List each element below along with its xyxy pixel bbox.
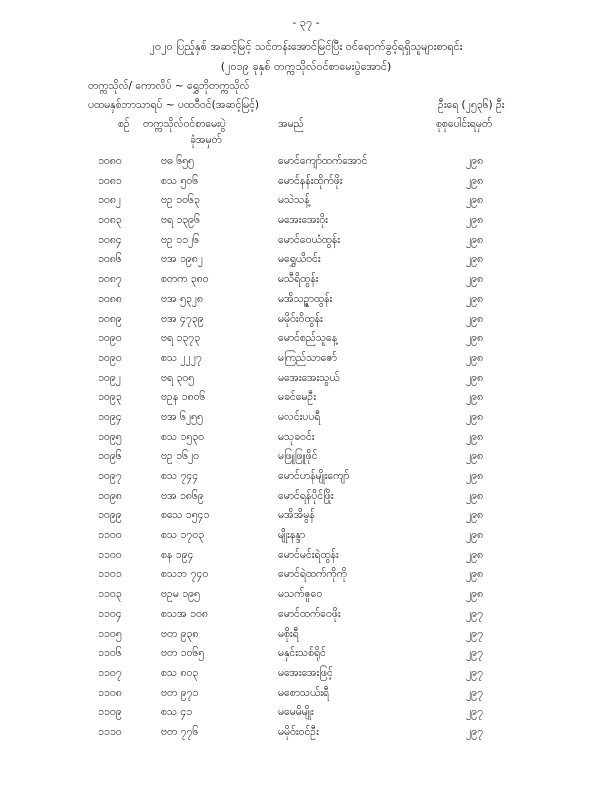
total-score: ၂၉၈ xyxy=(466,588,484,601)
roll-number: စသအ ၁၀၈ xyxy=(161,607,208,620)
total-score: ၂၉၈ xyxy=(466,292,484,305)
row-number: ၁၀၉၂ xyxy=(98,371,121,384)
total-score: ၂၉၇ xyxy=(466,607,483,620)
roll-number: ဗရ ၁၃၉၆ xyxy=(161,214,200,227)
roll-number: ဗဥမ ၁၉၅ xyxy=(161,588,200,601)
row-number: ၁၀၈၀ xyxy=(98,155,122,167)
roll-number: ဗအ ၅၃၂၈ xyxy=(161,292,203,305)
roll-number: စသဘ ၇၄၀ xyxy=(161,568,209,581)
total-score: ၂၉၈ xyxy=(466,430,484,443)
row-number: ၁၀၈၃ xyxy=(98,214,122,227)
roll-number: စသ ၁၇၀၃ xyxy=(161,529,205,542)
row-number: ၁၁၁၀ xyxy=(98,725,122,738)
total-score: ၂၉၈ xyxy=(466,332,484,345)
table-row xyxy=(0,704,612,724)
total-score: ၂၉၈ xyxy=(466,312,484,325)
total-count: ဦးရေ (၂၅၃၆) ဦး xyxy=(438,99,505,111)
table-row xyxy=(0,606,612,626)
column-header-roll-sub: ခုံအမှတ် xyxy=(190,134,222,146)
roll-number: ဗအ ၄၇၃၉ xyxy=(161,312,204,325)
total-score: ၂၉၈ xyxy=(466,509,484,522)
student-name: မောင်နန်းထိုက်ဖိုး xyxy=(278,174,343,187)
roll-number: ဗရ ၁၃၇၃ xyxy=(161,332,200,345)
row-number: ၁၀၈၉ xyxy=(98,312,122,325)
student-name: မလင်းပပရီ xyxy=(278,410,321,423)
table-row xyxy=(0,685,612,705)
table-row xyxy=(0,547,612,567)
roll-number: စသ ၈၀၃ xyxy=(161,666,199,679)
row-number: ၁၀၉၇ xyxy=(98,470,122,482)
student-name: မျိုးနန္ဒာ xyxy=(278,529,306,542)
row-number: ၁၁၀၈ xyxy=(98,686,122,699)
student-name: မသဲသန့် xyxy=(278,194,310,207)
student-name: မမေမိမျိုး xyxy=(278,706,314,719)
roll-number: ဗတ ၁၀၆၅ xyxy=(161,647,205,660)
roll-number: ဗတ ၉၇၁ xyxy=(161,686,199,699)
row-number: ၁၁၀၀ xyxy=(98,548,122,561)
total-score: ၂၉၇ xyxy=(466,725,483,738)
roll-number: စသ ၄၁ xyxy=(161,706,193,719)
row-number: ၁၀၉၀ xyxy=(98,332,122,345)
table-row xyxy=(0,527,612,547)
table-row xyxy=(0,566,612,586)
table-row xyxy=(0,192,612,212)
table-row xyxy=(0,350,612,370)
total-score: ၂၉၈ xyxy=(466,529,484,542)
column-header-no: စဉ် xyxy=(118,118,130,130)
roll-number: စသ ၅၀၆ xyxy=(161,174,199,187)
student-name: မောင်ကျော်ထက်အောင် xyxy=(278,155,368,167)
student-name: မအေးအေးသွယ် xyxy=(278,371,340,384)
row-number: ၁၁၀၇ xyxy=(98,666,122,679)
roll-number: ဗအ ၁၉၈၂ xyxy=(161,253,203,266)
student-name: မခင်မေဦး xyxy=(278,391,316,404)
student-name: မောင်စည်သူနေ့ xyxy=(278,332,338,345)
total-score: ၂၉၈ xyxy=(466,253,484,266)
table-row xyxy=(0,665,612,685)
row-number: ၁၀၉၆ xyxy=(98,450,122,463)
roll-number: ဗဓ ၆၅၅ xyxy=(161,155,194,167)
row-number: ၁၀၈၆ xyxy=(98,253,122,266)
row-number: ၁၁၀၁ xyxy=(98,568,122,581)
table-row xyxy=(0,724,612,744)
total-score: ၂၉၈ xyxy=(466,568,484,581)
roll-number: စသ ၁၅၃၀ xyxy=(161,430,205,443)
table-row xyxy=(0,389,612,409)
student-name: မအေးအေးဝိုး xyxy=(278,214,328,227)
column-header-score: စုစုပေါင်းရမှတ် xyxy=(436,118,493,130)
row-number: ၁၀၈၁ xyxy=(98,174,122,187)
roll-number: ဗရ ၃၀၅ xyxy=(161,371,195,384)
row-number: ၁၀၉၄ xyxy=(98,410,122,423)
university-line: တက္ကသိုလ်/ ကောလိပ် ~ ရွှေဘိုတက္ကသိုလ် xyxy=(88,80,250,92)
table-row xyxy=(0,251,612,271)
table-row xyxy=(0,271,612,291)
row-number: ၁၁၀၃ xyxy=(98,588,122,601)
row-number: ၁၀၉၀ xyxy=(98,351,122,364)
document-title: ၂၀၂၀ ပြည့်နှစ် အဆင့်မြင့် သင်တန်းအောင်မြင်ပြီး ဝင်ရောက်ခွင့်ရရှိသူများစာရင်း xyxy=(149,40,463,53)
student-name: မကြည်သာဇော် xyxy=(278,351,337,364)
student-name: မအိသဉ္ဇာထွန်း xyxy=(278,292,333,305)
total-score: ၂၉၈ xyxy=(466,194,484,207)
table-row xyxy=(0,311,612,331)
table-row xyxy=(0,645,612,665)
table-row xyxy=(0,488,612,508)
column-header-roll: တက္ကသိုလ်ဝင်စာမေးပွဲ xyxy=(143,118,226,130)
total-score: ၂၉၈ xyxy=(466,214,484,227)
roll-number: ဗဥ ၁၁၂၆ xyxy=(161,233,200,246)
total-score: ၂၉၇ xyxy=(466,627,483,640)
roll-number: ဗဥ ၁၆၂၀ xyxy=(161,450,200,463)
roll-number: ဗဥ ၁၀၆၃ xyxy=(161,194,200,207)
table-row xyxy=(0,153,612,173)
student-name: မအိအိမွန် xyxy=(278,509,315,522)
student-name: မောင်မင်းရဲထွန်း xyxy=(278,548,339,561)
student-name: မအေးအေးဖြင့် xyxy=(278,666,333,679)
total-score: ၂၉၈ xyxy=(466,273,484,286)
student-name: မောင်ရန်ပိုင်ဖြိုး xyxy=(278,489,334,502)
results-table xyxy=(0,153,612,744)
row-number: ၁၁၀၅ xyxy=(98,627,122,640)
student-name: မောင်ဝေယံထွန်း xyxy=(278,233,340,246)
student-name: မနှင်းသစ်ရိုင် xyxy=(278,647,326,660)
student-name: မစိုးရီ xyxy=(278,627,299,640)
row-number: ၁၀၈၂ xyxy=(98,194,121,207)
student-name: မဖြူဖြူဖိုင် xyxy=(278,450,318,463)
total-score: ၂၉၈ xyxy=(466,233,484,246)
table-row xyxy=(0,409,612,429)
table-row xyxy=(0,370,612,390)
total-score: ၂၉၈ xyxy=(466,470,484,482)
total-score: ၂၉၈ xyxy=(466,450,484,463)
row-number: ၁၁၀၄ xyxy=(98,607,122,620)
table-row xyxy=(0,586,612,606)
student-name: မသီရိထွန်း xyxy=(278,273,319,286)
row-number: ၁၀၉၅ xyxy=(98,430,122,443)
roll-number: ဗတ ၇၇၆ xyxy=(161,725,199,738)
total-score: ၂၉၈ xyxy=(466,351,484,364)
total-score: ၂၉၇ xyxy=(466,706,483,719)
roll-number: ဗအ ၆၂၅၅ xyxy=(161,410,203,423)
table-row xyxy=(0,507,612,527)
total-score: ၂၉၈ xyxy=(466,548,484,561)
row-number: ၁၀၉၈ xyxy=(98,489,122,502)
row-number: ၁၀၈၈ xyxy=(98,292,122,305)
student-name: မရွှေယိဝင်း xyxy=(278,253,321,266)
row-number: ၁၁၀၉ xyxy=(98,706,122,719)
table-row xyxy=(0,291,612,311)
roll-number: စသေ ၁၅၄၁ xyxy=(161,509,210,522)
roll-number: စသ ၇၄၄ xyxy=(161,470,199,482)
row-number: ၁၀၈၇ xyxy=(98,273,122,286)
student-name: မောင်ရဲထက်ကိုကို xyxy=(278,568,347,581)
roll-number: စန ၁၉၄ xyxy=(161,548,194,561)
table-row xyxy=(0,330,612,350)
student-name: မမိုဝ်းဝိထွန်း xyxy=(278,312,323,325)
roll-number: ဗဥန ၁၈၀၆ xyxy=(161,391,206,404)
total-score: ၂၉၈ xyxy=(466,174,484,187)
total-score: ၂၉၇ xyxy=(466,666,483,679)
total-score: ၂၉၈ xyxy=(466,489,484,502)
table-row xyxy=(0,173,612,193)
roll-number: ဗအ ၁၈၆၉ xyxy=(161,489,204,502)
row-number: ၁၀၈၄ xyxy=(98,233,122,246)
table-row xyxy=(0,448,612,468)
total-score: ၂၉၈ xyxy=(466,155,484,167)
table-row xyxy=(0,232,612,252)
student-name: မသုခဝင်း xyxy=(278,430,315,443)
student-name: မောင်ဟန်မျိုးကျော် xyxy=(278,470,350,482)
table-row xyxy=(0,626,612,646)
total-score: ၂၉၈ xyxy=(466,410,484,423)
roll-number: စသ ၂၂၂၇ xyxy=(161,351,202,364)
roll-number: စတက ၃၈၀ xyxy=(161,273,209,286)
row-number: ၁၀၉၃ xyxy=(98,391,122,404)
student-name: မစောသယ်းရီ xyxy=(278,686,329,699)
row-number: ၁၁၀၆ xyxy=(98,647,122,660)
column-header-name: အမည် xyxy=(278,118,304,130)
student-name: မသက်ဇူဝေ xyxy=(278,588,323,601)
total-score: ၂၉၈ xyxy=(466,391,484,404)
table-row xyxy=(0,468,612,488)
total-score: ၂၉၇ xyxy=(466,686,483,699)
total-score: ၂၉၇ xyxy=(466,647,483,660)
subject-header: ပထမနှစ်ဘာသာရပ် ~ ပထဝီဝင်(အဆင့်မြင့်) xyxy=(88,99,260,111)
page-number: - ၃၇ - xyxy=(292,16,320,29)
student-name: မမိုဝ်းဝင်ဦး xyxy=(278,725,319,738)
document-subtitle: (၂၀၁၉ ခုနှစ် တက္ကသိုလ်ဝင်စာမေးပွဲအောင်) xyxy=(220,60,392,73)
table-row xyxy=(0,429,612,449)
table-row xyxy=(0,212,612,232)
row-number: ၁၁၀၀ xyxy=(98,529,122,542)
total-score: ၂၉၈ xyxy=(466,371,484,384)
roll-number: ဗတ ၉၃၈ xyxy=(161,627,199,640)
student-name: မောင်ထက်ဝေဖိုး xyxy=(278,607,341,620)
row-number: ၁၀၉၉ xyxy=(98,509,122,522)
